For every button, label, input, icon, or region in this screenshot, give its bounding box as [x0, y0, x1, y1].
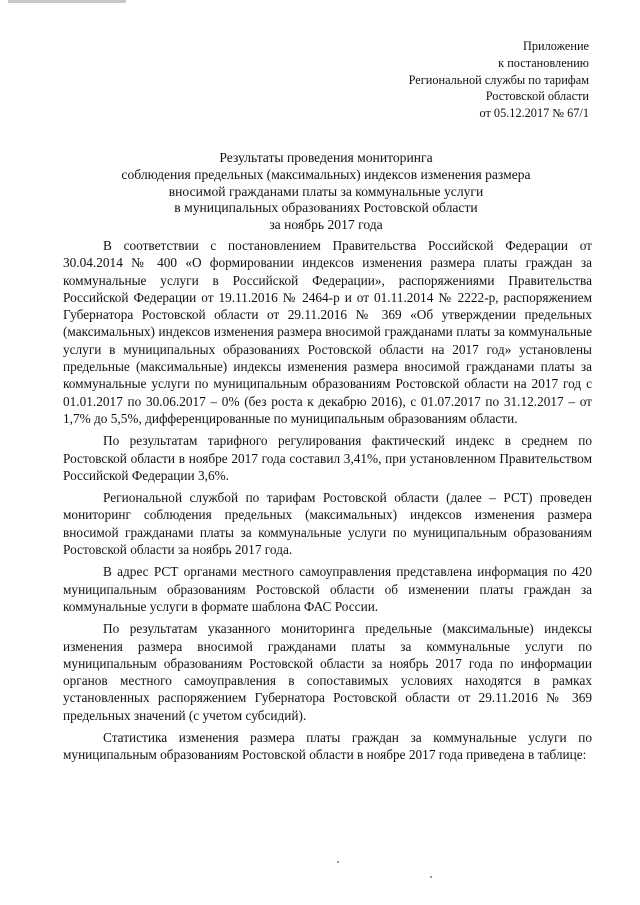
appendix-header [409, 38, 589, 122]
title-line: вносимой гражданами платы за коммунальные услуги [168, 183, 484, 199]
appendix-line: Приложение [523, 39, 589, 53]
paragraph-average-index: По результатам тарифного регулирования фактический индекс в среднем по Ростовской области в ноябре 2017 года составил 3,41%, при установленном Правительством Российской Федерации 3,6%. [63, 433, 592, 483]
scan-artifact [8, 0, 126, 3]
scan-speck [337, 861, 339, 863]
paragraph-results: По результатам указанного мониторинга предельные (максимальные) индексы изменения размера вносимой гражданами платы за коммунальные услуги по муниципальным образованиям Ростовской области за ноябрь 2017 года по информации органов местного самоуправления в сопоставимых условиях находятся в рамках установленных распоряжением Губернатора Ростовской области от 29.11.2016 № 369 предельных значений (с учетом субсидий). [63, 621, 592, 723]
appendix-line: от 05.12.2017 № 67/1 [479, 106, 589, 121]
title-line: соблюдения предельных (максимальных) индексов изменения размера [121, 166, 531, 182]
title-line: Результаты проведения мониторинга [219, 150, 433, 165]
paragraph-legal-basis: В соответствии с постановлением Правительства Российской Федерации от 30.04.2014 № 400 «О формировании индексов изменения размера платы граждан за коммунальные услуги в Российской Федерации», распоряжениями Правительства Российской Федерации от 19.11.2016 № 2464-р и от 01.11.2014 № 2222-р, распоряжением Губернатора Ростовской области от 29.11.2016 № 369 «Об утверждении предельных (максимальных) индексов изменения размера вносимой гражданами платы за коммунальные услуги в муниципальных образованиях Ростовской области на 2017 год» установлены предельные (максимальные) индексы изменения размера вносимой гражданами платы за коммунальные услуги по муниципальным образованиям Ростовской области на 2017 год с 01.01.2017 по 30.06.2017 – 0% (без роста к декабрю 2016), с 01.07.2017 по 31.12.2017 – от 1,7% до 5,5%, дифференцированные по муниципальным образованиям области. [63, 238, 592, 426]
title-line: за ноябрь 2017 года [269, 217, 383, 233]
document-title [60, 150, 592, 234]
appendix-line: к постановлению [498, 55, 589, 70]
appendix-line: Ростовской области [485, 89, 589, 104]
title-line: в муниципальных образованиях Ростовской области [174, 200, 478, 216]
paragraph-information: В адрес РСТ органами местного самоуправления представлена информация по 420 муниципальным образованиям Ростовской области об изменении платы граждан за коммунальные услуги в формате шаблона ФАС России. [63, 564, 592, 614]
document-body [63, 237, 592, 767]
paragraph-monitoring: Региональной службой по тарифам Ростовской области (далее – РСТ) проведен мониторинг соблюдения предельных (максимальных) индексов изменения размера вносимой гражданами платы за коммунальные услуги по муниципальным образованиям Ростовской области за ноябрь 2017 года. [63, 490, 592, 558]
scan-speck [430, 876, 432, 878]
appendix-line: Региональной службы по тарифам [408, 72, 589, 87]
paragraph-statistics: Статистика изменения размера платы граждан за коммунальные услуги по муниципальным образованиям Ростовской области в ноябре 2017 года приведена в таблице: [63, 730, 592, 763]
